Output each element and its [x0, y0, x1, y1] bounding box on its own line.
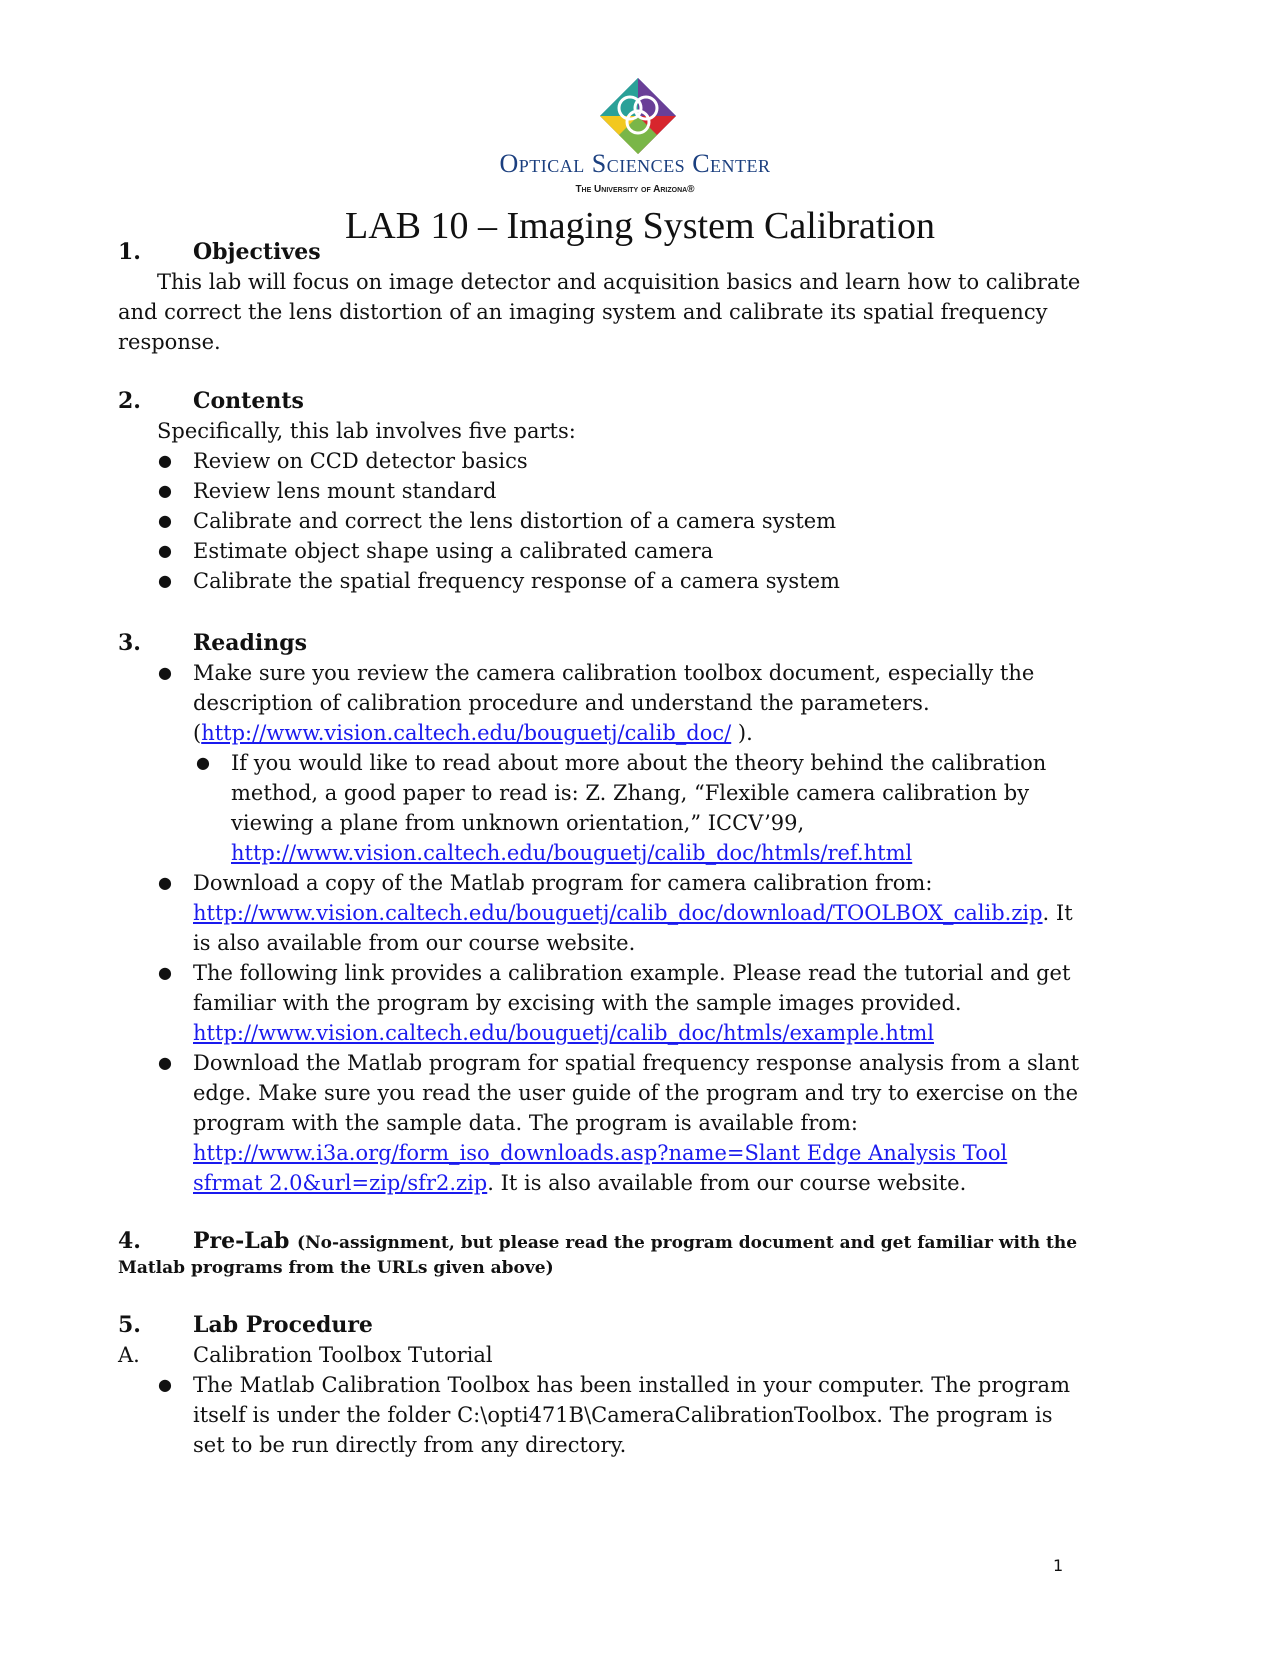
readings-sub-line-1: If you would like to read about more about the theory behind the calibration [231, 751, 1047, 775]
contents-intro: Specifically, this lab involves five parts: [157, 419, 576, 443]
sfrmat-link-part-2[interactable]: sfrmat 2.0&url=zip/sfr2.zip [193, 1171, 488, 1195]
prelab-note-line-1: (No-assignment, but please read the program document and get familiar with the [297, 1233, 1078, 1253]
readings-b3-line-2: familiar with the program by excising with the sample images provided. [193, 991, 962, 1015]
bullet-icon: ● [158, 481, 172, 500]
readings-b2-line-1: Download a copy of the Matlab program for camera calibration from: [193, 871, 933, 895]
bullet-icon: ● [158, 511, 172, 530]
osc-logo [480, 76, 790, 201]
readings-sub-line-2: method, a good paper to read is: Z. Zhang, “Flexible camera calibration by [231, 781, 1030, 805]
bullet-icon: ● [158, 571, 172, 590]
contents-item: Review on CCD detector basics [193, 449, 528, 473]
contents-item: Review lens mount standard [193, 479, 497, 503]
readings-b2-line-2 [193, 898, 1073, 928]
section-2-number: 2. [118, 388, 141, 414]
readings-sub-line-3: viewing a plane from unknown orientation,” ICCV’99, [231, 811, 805, 835]
sfrmat-link-part-1[interactable]: http://www.i3a.org/form_iso_downloads.asp?name=Slant Edge Analysis Tool [193, 1141, 1008, 1165]
readings-b1-line-2: description of calibration procedure and understand the parameters. [193, 691, 930, 715]
paren-open: ( [193, 721, 202, 745]
objectives-line-1: This lab will focus on image detector and acquisition basics and learn how to calibrate [157, 270, 1081, 294]
paren-close: ). [731, 721, 753, 745]
objectives-line-2: and correct the lens distortion of an imaging system and calibrate its spatial frequency [118, 300, 1048, 324]
contents-item: Estimate object shape using a calibrated camera [193, 539, 714, 563]
bullet-icon: ● [158, 451, 172, 470]
bullet-icon: ● [158, 1375, 172, 1394]
bullet-icon: ● [158, 663, 172, 682]
contents-item: Calibrate and correct the lens distortion of a camera system [193, 509, 837, 533]
section-4-number: 4. [118, 1228, 141, 1254]
procedure-line-2: itself is under the folder C:\opti471B\CameraCalibrationToolbox. The program is [193, 1403, 1053, 1427]
readings-b1-line-1: Make sure you review the camera calibration toolbox document, especially the [193, 661, 1035, 685]
bullet-icon: ● [158, 963, 172, 982]
subsection-a-heading: Calibration Toolbox Tutorial [193, 1343, 493, 1367]
section-1-number: 1. [118, 239, 141, 265]
readings-sub-link-line [231, 838, 912, 868]
readings-b4-line-3: program with the sample data. The program is available from: [193, 1111, 858, 1135]
readings-b4-line-2: edge. Make sure you read the user guide of the program and try to exercise on the [193, 1081, 1079, 1105]
osc-emblem-icon [598, 76, 678, 156]
page-number: 1 [1053, 1556, 1064, 1575]
readings-b2-line-3: is also available from our course website. [193, 931, 636, 955]
readings-b3-link-line [193, 1018, 934, 1048]
readings-b3-line-1: The following link provides a calibration example. Please read the tutorial and get [193, 961, 1071, 985]
section-1-heading: Objectives [193, 239, 321, 265]
readings-b4-line-4 [193, 1138, 1007, 1168]
logo-subtitle: The University of Arizona® [575, 184, 695, 195]
objectives-line-3: response. [118, 330, 221, 354]
readings-b4-line-1: Download the Matlab program for spatial frequency response analysis from a slant [193, 1051, 1080, 1075]
calib-doc-link[interactable]: http://www.vision.caltech.edu/bouguetj/calib_doc/ [201, 721, 732, 745]
ref-html-link[interactable]: http://www.vision.caltech.edu/bouguetj/calib_doc/htmls/ref.html [231, 841, 913, 865]
readings-b4-line-5 [193, 1168, 966, 1198]
page-title: LAB 10 – Imaging System Calibration [344, 205, 935, 247]
readings-b1-line-3 [193, 718, 753, 748]
bullet-icon: ● [158, 873, 172, 892]
example-html-link[interactable]: http://www.vision.caltech.edu/bouguetj/calib_doc/htmls/example.html [193, 1021, 935, 1045]
section-3-heading: Readings [193, 630, 308, 656]
bullet-icon: ● [158, 1053, 172, 1072]
section-3-number: 3. [118, 630, 141, 656]
b2-tail: . It [1042, 901, 1073, 925]
section-5-heading: Lab Procedure [193, 1312, 373, 1338]
procedure-line-3: set to be run directly from any directory. [193, 1433, 627, 1457]
logo-name: Optical Sciences Center [499, 149, 771, 178]
contents-item: Calibrate the spatial frequency response of a camera system [193, 569, 840, 593]
section-5-number: 5. [118, 1312, 141, 1338]
bullet-icon: ● [196, 753, 210, 772]
bullet-icon: ● [158, 541, 172, 560]
section-4-heading: Pre-Lab [193, 1228, 290, 1254]
prelab-note-line-2: Matlab programs from the URLs given above) [118, 1258, 554, 1278]
subsection-a-letter: A. [118, 1343, 140, 1367]
toolbox-zip-link[interactable]: http://www.vision.caltech.edu/bouguetj/calib_doc/download/TOOLBOX_calib.zip [193, 901, 1043, 925]
section-2-heading: Contents [193, 388, 304, 414]
procedure-line-1: The Matlab Calibration Toolbox has been installed in your computer. The program [193, 1373, 1070, 1397]
b4-tail: . It is also available from our course website. [487, 1171, 967, 1195]
